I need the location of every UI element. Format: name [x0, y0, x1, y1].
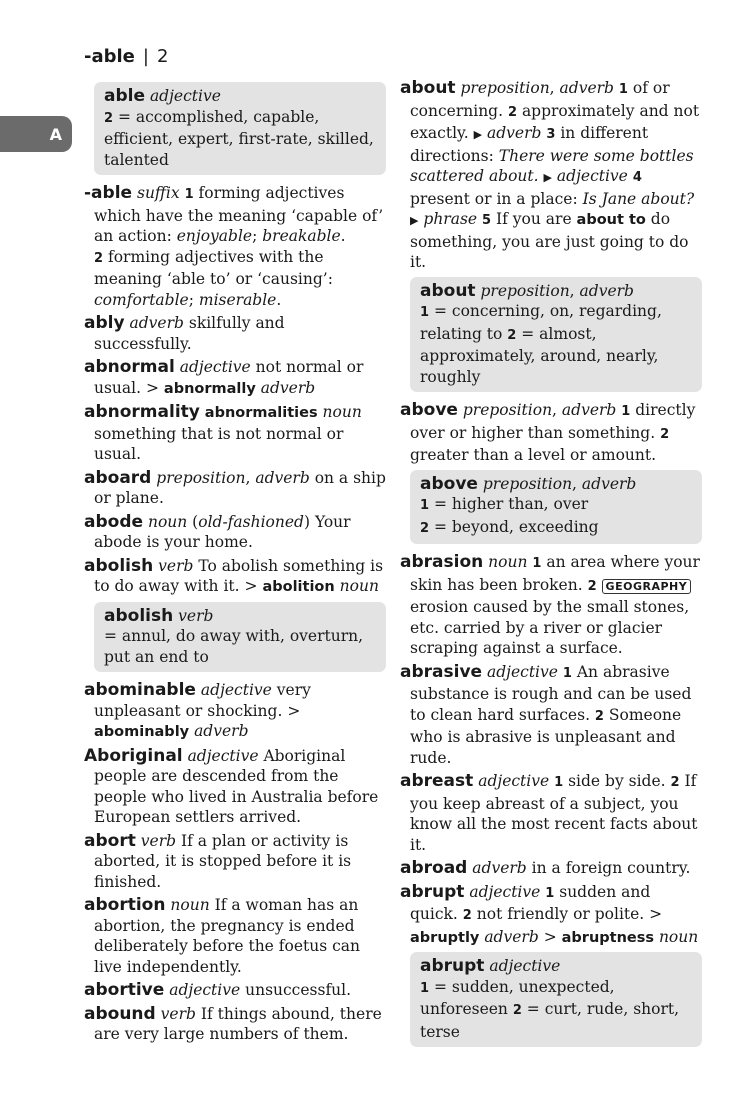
headword: abrupt: [400, 881, 465, 902]
sense-number: 1: [562, 665, 572, 681]
usage-note: old-fashioned: [198, 512, 304, 531]
example: There were some bottles scattered about.: [410, 146, 694, 185]
sense-number: 2: [660, 426, 670, 442]
entry-abort: [84, 831, 386, 893]
definition: do something, you are just going to do it.: [410, 210, 689, 271]
headword: abnormal: [84, 357, 175, 377]
right-column: [400, 78, 702, 1055]
part-of-speech: adverb: [486, 124, 542, 142]
derivative-pos: adverb: [194, 722, 249, 740]
thesaurus-box-about: about preposition, adverb 1 = concerning, on, regarding, relating to 2 = almost, approximately, around, nearly, roughly: [410, 277, 702, 393]
entry-aboard: aboard preposition, adverb on a ship or plane.: [84, 467, 386, 507]
synonyms: = accomplished, capable, efficient, expert, first-rate, skilled, talented: [104, 107, 374, 169]
thesaurus-box-above: above preposition, adverb 1 = higher than, over 2 = beyond, exceeding: [410, 470, 702, 545]
plural-form: abnormalities: [204, 405, 318, 421]
triangle-marker-icon: ▶: [543, 171, 552, 184]
sense-number: 1: [618, 82, 628, 97]
entry-abortion: [84, 895, 386, 977]
derivative-arrow: >: [287, 701, 301, 720]
headword: abode: [84, 511, 144, 532]
entry-abreast: [400, 771, 702, 855]
headword: able: [104, 86, 145, 106]
triangle-marker-icon: ▶: [410, 214, 419, 227]
example: Is Jane about?: [582, 189, 695, 208]
punct: ;: [188, 290, 199, 309]
headword: abroad: [400, 858, 468, 878]
part-of-speech: verb: [158, 556, 194, 575]
definition: present or in a place:: [410, 189, 583, 208]
triangle-marker-icon: ▶: [473, 128, 483, 141]
definition: forming adjectives with the meaning ‘able to’ or ‘causing’:: [94, 247, 333, 288]
definition: of or concerning.: [410, 79, 670, 120]
part-of-speech: noun: [322, 403, 362, 421]
sense-number: 1: [532, 556, 542, 571]
definition: Aboriginal people are descended from the people who lived in Australia before European settlers arrived.: [94, 746, 379, 826]
derivative-pos: noun: [658, 927, 699, 946]
punct: .: [340, 227, 346, 245]
part-of-speech: verb: [160, 1004, 196, 1023]
definition: directly over or higher than something.: [410, 401, 696, 442]
part-of-speech: adjective: [489, 957, 561, 975]
entry-abroad: [400, 858, 702, 879]
headword: abortive: [84, 980, 165, 1000]
part-of-speech: adverb: [472, 859, 527, 877]
derivative-arrow: >: [649, 905, 663, 923]
synonyms: = higher than, over: [429, 495, 589, 513]
definition: on a ship or plane.: [94, 468, 386, 507]
headword: abound: [84, 1003, 156, 1024]
entry-abnormal: [84, 357, 386, 399]
thesaurus-box-abrupt: [410, 952, 702, 1047]
derivative: abolition: [262, 579, 335, 595]
definition: in different directions:: [410, 124, 649, 165]
entry-abortive: [84, 980, 386, 1001]
part-of-speech: suffix: [137, 184, 180, 202]
punct: .: [276, 290, 282, 309]
part-of-speech: adverb: [579, 281, 634, 300]
sense-number: 2: [420, 520, 430, 536]
left-column: [84, 78, 386, 1048]
sense-number: 1: [545, 885, 555, 901]
part-of-speech: adverb: [255, 468, 310, 487]
definition: side by side.: [563, 772, 671, 790]
part-of-speech: adjective: [187, 746, 259, 765]
definition: skilfully and successfully.: [94, 314, 285, 353]
definition: not normal or usual.: [94, 358, 364, 397]
running-header: [84, 46, 168, 67]
sense-number: 2: [594, 708, 604, 724]
derivative-arrow: >: [145, 378, 159, 397]
definition: forming adjectives which have the meaning ‘capable of’ an action:: [94, 184, 384, 245]
headword: abrasive: [400, 661, 483, 682]
part-of-speech: adverb: [561, 401, 617, 419]
letter-tab-label: A: [49, 124, 62, 144]
sense-number: 2: [670, 775, 680, 790]
header-separator: |: [142, 46, 149, 67]
sense-number: 2: [94, 250, 104, 266]
part-of-speech: preposition: [460, 79, 550, 97]
part-of-speech: adverb: [559, 79, 614, 97]
part-of-speech: adjective: [478, 772, 550, 790]
synonyms: = curt, rude, short, terse: [420, 1000, 680, 1041]
entry-abolish: [84, 556, 386, 598]
definition: in a foreign country.: [526, 859, 691, 877]
definition: If you are: [491, 210, 577, 228]
sense-number: 1: [420, 498, 430, 513]
derivative-pos: noun: [339, 577, 379, 595]
entry-abound: [84, 1004, 386, 1045]
entry-abnormality: [84, 402, 386, 465]
derivative-arrow: >: [244, 577, 258, 595]
part-of-speech: noun: [147, 512, 188, 531]
headword: abrupt: [420, 956, 485, 976]
definition: If a plan or activity is aborted, it is stopped before it is finished.: [94, 831, 352, 891]
headword: Aboriginal: [84, 745, 183, 766]
part-of-speech: preposition: [462, 401, 553, 419]
headword: abreast: [400, 771, 474, 791]
entry-abode: abode noun (old-fashioned) Your abode is your home.: [84, 511, 351, 551]
subject-label: GEOGRAPHY: [602, 579, 692, 594]
part-of-speech: adjective: [149, 87, 221, 105]
sense-number: 1: [420, 305, 430, 320]
entry-aboriginal: [84, 746, 386, 828]
headword: abrasion: [400, 552, 484, 572]
page-number: 2: [156, 46, 169, 67]
headword: aboard: [84, 467, 152, 488]
definition: If things abound, there are very large numbers of them.: [94, 1004, 382, 1043]
headword: about: [420, 280, 476, 301]
derivative-pos: adverb: [260, 378, 316, 397]
part-of-speech: adverb: [129, 314, 184, 332]
derivative: abruptness: [561, 929, 654, 946]
definition: very unpleasant or shocking.: [94, 681, 311, 720]
part-of-speech: adjective: [200, 681, 272, 699]
definition: not friendly or polite.: [471, 905, 650, 923]
header-word: -able: [84, 46, 135, 67]
entry-abominable: [84, 680, 386, 743]
definition: erosion caused by the small stones, etc. carried by a river or glacier scraping against a surface.: [410, 598, 690, 657]
sense-number: 1: [184, 187, 194, 202]
headword: about: [400, 78, 456, 98]
entry-abrasion: [400, 552, 702, 659]
example: miserable: [198, 290, 277, 309]
sense-number: 2: [507, 104, 518, 120]
part-of-speech: noun: [170, 896, 210, 914]
punct: ;: [252, 227, 263, 245]
derivative-arrow: >: [543, 927, 557, 946]
definition: unsuccessful.: [240, 981, 352, 999]
derivative: abnormally: [163, 380, 256, 397]
synonyms: = almost, approximately, around, nearly, roughly: [420, 324, 659, 386]
sense-number: 2: [512, 1003, 522, 1018]
headword: ably: [84, 313, 125, 333]
synonyms: = annul, do away with, overturn, put an end to: [104, 627, 364, 666]
sense-number: 4: [632, 170, 642, 185]
part-of-speech: phrase: [423, 210, 478, 228]
entry-abrasive: [400, 662, 702, 769]
definition: An abrasive substance is rough and can be used to clean hard surfaces.: [410, 662, 692, 724]
part-of-speech: noun: [488, 553, 528, 571]
headword: abortion: [84, 895, 166, 915]
definition: approximately and not exactly.: [410, 101, 700, 142]
derivative-pos: adverb: [484, 927, 539, 946]
headword: abnormality: [84, 402, 200, 422]
entry-above: above preposition, adverb 1 directly over or higher than something. 2 greater than a level or amount.: [400, 400, 696, 464]
entry-about: about preposition, adverb 1 of or concerning. 2 approximately and not exactly. ▶ adverb 3 in different directions: There were some bottles scattered about. ▶ adjective 4 present or in a place: Is Jane about? ▶ phrase 5 If you are about to do something, you are just going to do it.: [400, 78, 700, 271]
headword: abolish: [104, 605, 174, 626]
sense-number: 1: [621, 404, 631, 419]
part-of-speech: adjective: [487, 662, 558, 681]
headword: above: [420, 473, 478, 494]
example: breakable: [262, 227, 341, 245]
synonyms: = sudden, unexpected, unforeseen: [420, 977, 615, 1018]
sense-number: 2: [587, 578, 597, 594]
headword: abort: [84, 830, 136, 851]
definition: Someone who is abrasive is unpleasant and rude.: [410, 705, 682, 767]
headword: above: [400, 400, 458, 420]
definition: an area where your skin has been broken.: [410, 553, 700, 594]
part-of-speech: adjective: [469, 882, 541, 901]
synonyms: = concerning, on, regarding, relating to: [420, 302, 662, 343]
definition: sudden and quick.: [410, 882, 651, 923]
definition: Your abode is your home.: [94, 512, 351, 551]
phrase: about to: [576, 212, 646, 228]
thesaurus-box-abolish: [94, 602, 386, 673]
sense-number: 2: [462, 908, 472, 923]
definition: To abolish something is to do away with it.: [94, 556, 384, 595]
definition: something that is not normal or usual.: [94, 424, 344, 463]
sense-number: 5: [482, 213, 492, 228]
letter-tab[interactable]: [0, 116, 72, 152]
synonyms: = beyond, exceeding: [429, 517, 599, 536]
sense-number: 3: [546, 127, 556, 142]
entry-able-suffix: [84, 183, 386, 310]
example: comfortable: [94, 290, 189, 309]
headword: -able: [84, 183, 133, 203]
part-of-speech: verb: [178, 606, 214, 625]
sense-number: 2: [507, 327, 517, 343]
part-of-speech: adjective: [556, 167, 628, 185]
part-of-speech: preposition: [156, 468, 246, 487]
sense-number: 1: [554, 775, 564, 790]
sense-number: 2: [104, 110, 114, 126]
entry-ably: [84, 313, 386, 354]
definition: If you keep abreast of a subject, you know all the most recent facts about it.: [410, 772, 698, 854]
headword: abominable: [84, 680, 196, 700]
part-of-speech: preposition: [480, 281, 570, 300]
thesaurus-box-able: [94, 82, 386, 175]
part-of-speech: adverb: [581, 474, 637, 493]
entry-abrupt: [400, 882, 702, 949]
definition: greater than a level or amount.: [410, 446, 657, 464]
example: enjoyable: [176, 227, 253, 245]
derivative: abruptly: [410, 929, 480, 946]
part-of-speech: verb: [140, 831, 177, 850]
definition: If a woman has an abortion, the pregnancy is ended deliberately before the foetus can live independently.: [94, 896, 361, 976]
derivative: abominably: [94, 724, 190, 740]
part-of-speech: preposition: [482, 474, 573, 493]
headword: abolish: [84, 555, 154, 576]
sense-number: 1: [420, 980, 430, 996]
part-of-speech: adjective: [169, 981, 241, 999]
part-of-speech: adjective: [179, 358, 251, 376]
